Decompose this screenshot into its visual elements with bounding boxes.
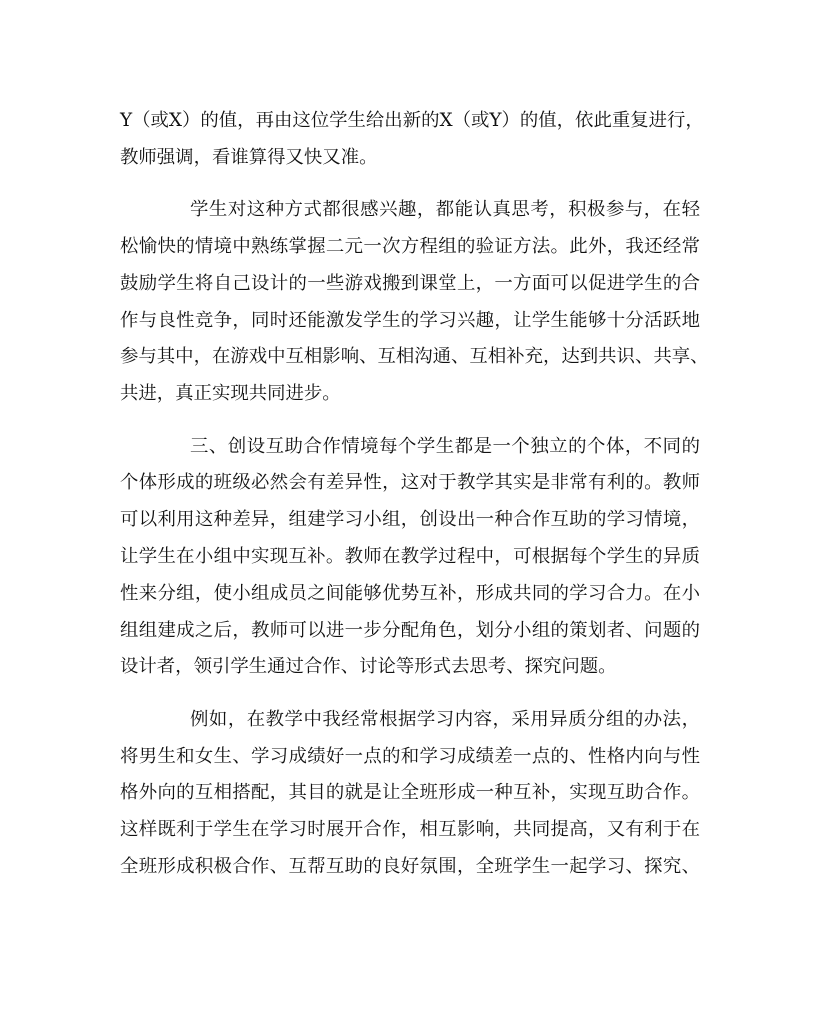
text-line: 将男生和女生、学习成绩好一点的和学习成绩差一点的、性格内向与性 <box>120 745 700 767</box>
text-line: 这样既利于学生在学习时展开合作，相互影响，共同提高，又有利于在 <box>120 819 700 841</box>
text-line: 个体形成的班级必然会有差异性，这对于教学其实是非常有利的。教师 <box>120 472 700 494</box>
paragraph <box>120 702 700 886</box>
text-line: 松愉快的情境中熟练掌握二元一次方程组的验证方法。此外，我还经常 <box>120 235 700 257</box>
text-line: 三、创设互助合作情境每个学生都是一个独立的个体，不同的 <box>190 435 700 457</box>
text-line: 鼓励学生将自己设计的一些游戏搬到课堂上，一方面可以促进学生的合 <box>120 272 700 294</box>
text-line: 可以利用这种差异，组建学习小组，创设出一种合作互助的学习情境， <box>120 509 700 531</box>
text-line: 让学生在小组中实现互补。教师在教学过程中，可根据每个学生的异质 <box>120 545 700 567</box>
text-line: 设计者，领引学生通过合作、讨论等形式去思考、探究问题。 <box>120 656 617 678</box>
text-line: 共进，真正实现共同进步。 <box>120 383 341 405</box>
text-line: 性来分组，使小组成员之间能够优势互补，形成共同的学习合力。在小 <box>120 582 700 604</box>
text-line: 例如，在教学中我经常根据学习内容，采用异质分组的办法， <box>190 708 700 730</box>
text-line: 组组建成之后，教师可以进一步分配角色，划分小组的策划者、问题的 <box>120 619 700 641</box>
text-line: 教师强调，看谁算得又快又准。 <box>120 146 378 168</box>
document-body <box>120 103 709 886</box>
text-line: 全班形成积极合作、互帮互助的良好氛围，全班学生一起学习、探究、 <box>120 855 700 877</box>
text-line: Y（或X）的值，再由这位学生给出新的X（或Y）的值，依此重复进行， <box>120 110 704 131</box>
text-line: 学生对这种方式都很感兴趣，都能认真思考，积极参与，在轻 <box>190 199 700 221</box>
text-line: 参与其中，在游戏中互相影响、互相沟通、互相补充，达到共识、共享、 <box>120 346 709 368</box>
text-line: 格外向的互相搭配，其目的就是让全班形成一种互补，实现互助合作。 <box>120 782 700 804</box>
text-line: 作与良性竞争，同时还能激发学生的学习兴趣，让学生能够十分活跃地 <box>120 309 700 331</box>
paragraph <box>120 429 700 687</box>
paragraph <box>120 192 709 413</box>
paragraph <box>120 103 704 177</box>
